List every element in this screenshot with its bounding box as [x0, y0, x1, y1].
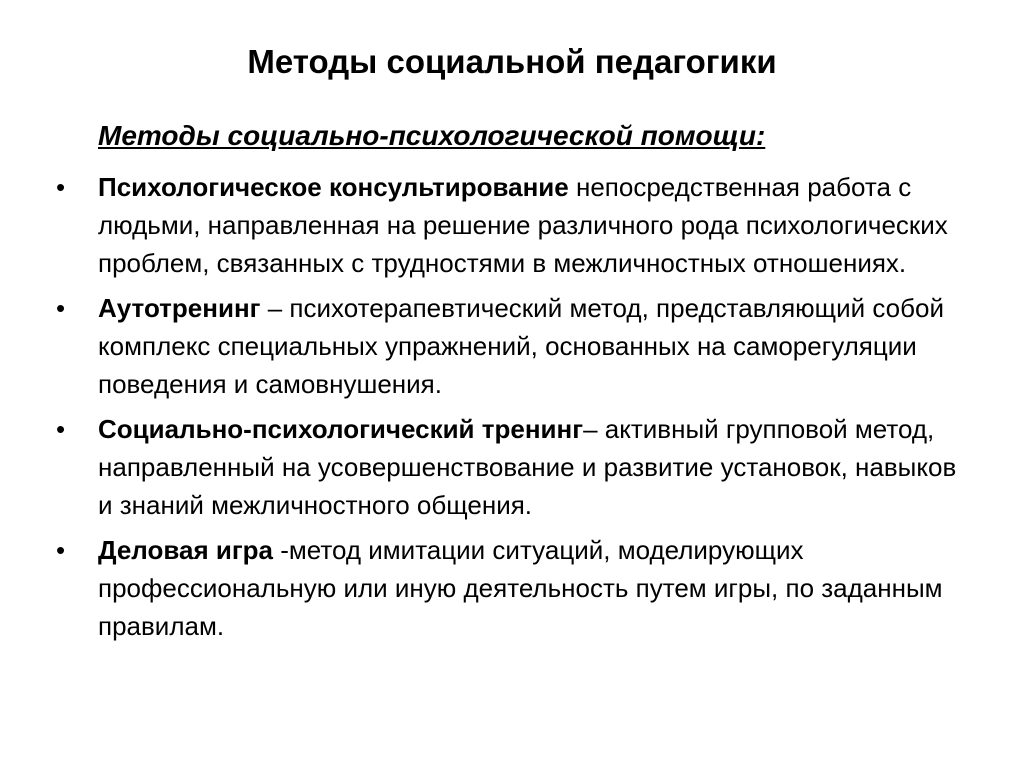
method-description: – психотерапевтический метод, представляющий собой комплекс специальных упражнений, основанных на саморегуляции поведения и самовнушения.: [98, 293, 944, 399]
method-term: Деловая игра: [98, 535, 274, 565]
methods-list: [0, 168, 1024, 652]
method-term: Психологическое консультирование: [98, 172, 569, 202]
list-item: [0, 289, 1024, 403]
method-term: Социально-психологический тренинг: [98, 414, 584, 444]
slide-title: Методы социальной педагогики: [247, 43, 777, 80]
method-description: – активный групповой метод, направленный на усовершенствование и развитие установок, навыков и знаний межличностного общения.: [98, 414, 957, 520]
bullet-icon: •: [56, 414, 66, 444]
method-description: -метод имитации ситуаций, моделирующих профессиональную или иную деятельность путем игры, по заданным правилам.: [98, 535, 943, 641]
method-description: непосредственная работа с людьми, направленная на решение различного рода психологических проблем, связанных с трудностями в межличностных отношениях.: [98, 172, 948, 278]
bullet-icon: •: [56, 172, 66, 202]
bullet-icon: •: [56, 535, 66, 565]
list-item: [0, 168, 1024, 282]
bullet-icon: •: [56, 293, 66, 323]
method-term: Аутотренинг: [98, 293, 261, 323]
list-item: [0, 410, 1024, 524]
list-item: [0, 531, 1024, 645]
slide-subtitle: Методы социально-психологической помощи:: [98, 120, 766, 151]
